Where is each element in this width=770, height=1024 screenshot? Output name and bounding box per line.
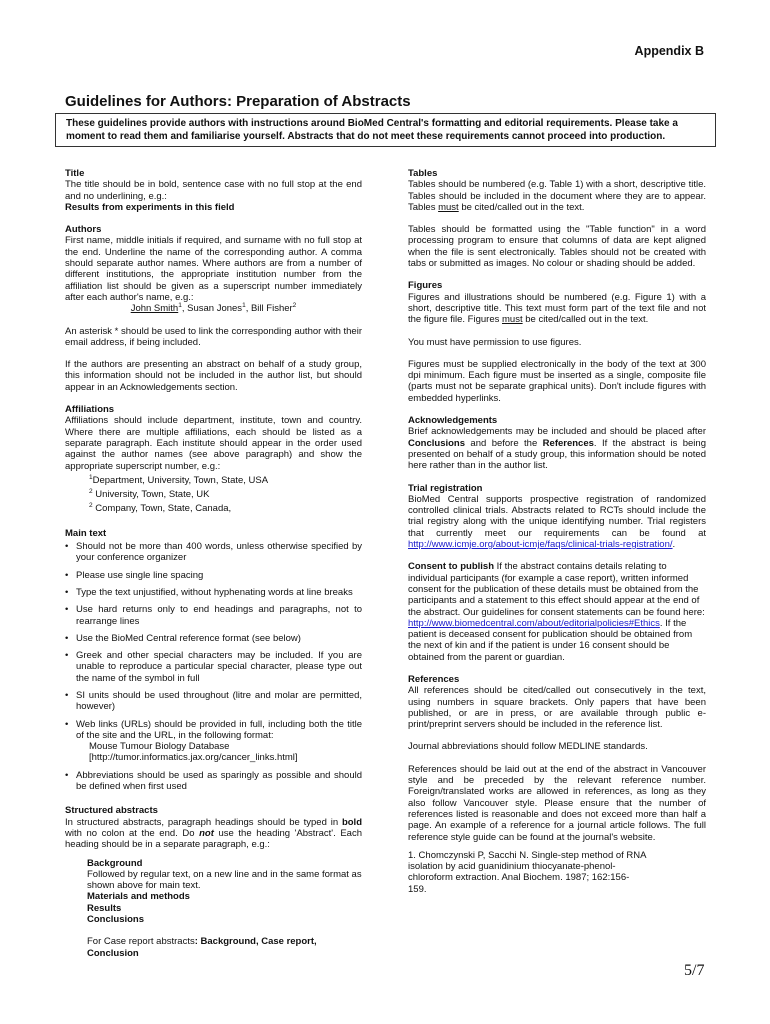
ethics-link[interactable]: http://www.biomedcentral.com/about/editorialpolicies#Ethics bbox=[408, 617, 660, 629]
tables-format-paragraph: Tables should be formatted using the "Table function" in a word processing program to ensure that columns of data are kept aligned when the file is sent electronically. Tables should not be created with tabs or submitted as images. No colour or shading should be added. bbox=[408, 224, 706, 270]
affiliations-paragraph: Affiliations should include department, institute, town and country. Where there are multiple affiliations, each should be listed as a separate paragraph. Each institute should appear in the order used against the author names (see above paragraph) and show the appropriate superscript number, e.g.: bbox=[65, 415, 362, 472]
study-group-paragraph: If the authors are presenting an abstract on behalf of a study group, this information should not be included in the author list, but should appear in an Acknowledgements section. bbox=[65, 359, 362, 393]
tables-heading: Tables bbox=[408, 168, 438, 179]
figures-paragraph: Figures and illustrations should be numbered (e.g. Figure 1) with a short, descriptive title. This text must form part of the text file and not the figure file. Figures must be cited/called out in the text. bbox=[408, 291, 706, 326]
weblink-example: Mouse Tumour Biology Database [http://tumor.informatics.jax.org/cancer_links.html] bbox=[89, 741, 298, 764]
figures-heading: Figures bbox=[408, 280, 443, 292]
conclusions-heading: Conclusions bbox=[87, 914, 145, 926]
list-item: • Greek and other special characters may be included. If you are unable to reproduce a particular special character, please type out the name of the symbol in full bbox=[65, 650, 362, 684]
medline-paragraph: Journal abbreviations should follow MEDLINE standards. bbox=[408, 741, 648, 753]
vancouver-paragraph: References should be laid out at the end of the abstract in Vancouver style and be preceded by the relevant reference number. Foreign/translated works are allowed in references, as long as they also follow Vancouver style. Please ensure that the number of references listed is reasonable and does not exceed more than half a page. An example of a reference for a journal article follows. The full reference style guide can be found at the journal's website. bbox=[408, 763, 706, 843]
list-item: • Should not be more than 400 words, unless otherwise specified by your conference organizer bbox=[65, 541, 362, 564]
trial-paragraph: BioMed Central supports prospective registration of randomized controlled clinical trials. Abstracts related to RCTs should include the trial registry along with the unique identifying number. Trial registers that currently meet our requirements can be found at http://www.icmje.org/about-icmje/faqs/clinical-trials-registration/. bbox=[408, 493, 706, 551]
methods-heading: Materials and methods bbox=[87, 891, 190, 903]
list-item: • Use hard returns only to end headings and paragraphs, not to rearrange lines bbox=[65, 604, 362, 627]
title-example: Results from experiments in this field bbox=[65, 201, 235, 213]
trial-heading: Trial registration bbox=[408, 482, 483, 494]
affiliation-item: $^1$Department, University, Town, State, USA bbox=[89, 473, 269, 486]
affiliation-item: $^2$ University, Town, State, UK bbox=[89, 487, 210, 501]
structured-paragraph: In structured abstracts, paragraph headings should be typed in bold with no colon at the end. Do not use the heading 'Abstract'. Each heading should be in a separate paragraph, e.g.: bbox=[65, 816, 363, 851]
acknowledgements-paragraph: Brief acknowledgements may be included and should be placed after Conclusions and before the References. If the abstract is being presented on behalf of a study group, this information should be noted here rather than in the author list. bbox=[408, 426, 706, 472]
reference-example: 1. Chomczynski P, Sacchi N. Single-step method of RNA isolation by acid guanidinium thiocyanate-phenol-chloroform extraction. Anal Biochem. 1987; 162:156-159. bbox=[408, 849, 646, 895]
tables-paragraph: Tables should be numbered (e.g. Table 1) with a short, descriptive title. Tables should be included in the document where they are to appear. Tables must be cited/called out in the text. bbox=[408, 179, 706, 213]
list-item: • Web links (URLs) should be provided in full, including both the title of the site and the URL, in the following format: bbox=[65, 719, 362, 742]
structured-heading: Structured abstracts bbox=[65, 805, 158, 817]
references-paragraph: All references should be cited/called out consecutively in the text, using numbers in square brackets. Only papers that have been published, or are in press, or are available through public e-print/preprint servers should be included in the reference list. bbox=[408, 685, 706, 731]
right-column bbox=[408, 168, 706, 895]
title-heading: Title bbox=[65, 168, 85, 179]
authors-paragraph: First name, middle initials if required, and surname with no full stop at the end. Underline the name of the corresponding author. A comma should separate author names. Where authors are from a number of different institutions, the appropriate institution number from the affiliation list should be given as a superscript number immediately after each author's name, e.g.: bbox=[65, 235, 362, 303]
main-text-list bbox=[65, 541, 362, 792]
results-heading: Results bbox=[87, 902, 122, 914]
main-text-heading: Main text bbox=[65, 527, 107, 539]
appendix-label: Appendix B bbox=[634, 44, 704, 58]
icmje-link[interactable]: http://www.icmje.org/about-icmje/faqs/clinical-trials-registration/ bbox=[408, 539, 673, 551]
authors-example: John Smith$^1$, Susan Jones$^1$, Bill Fisher$^2$ bbox=[130, 302, 297, 315]
acknowledgements-heading: Acknowledgements bbox=[408, 415, 498, 427]
references-heading: References bbox=[408, 673, 460, 685]
title-paragraph: The title should be in bold, sentence case with no full stop at the end and no underlining, e.g.: bbox=[65, 179, 362, 202]
left-column bbox=[65, 168, 362, 959]
figures-supply-paragraph: Figures must be supplied electronically in the body of the text at 300 dpi minimum. Each figure must be inserted as a single, composite file (parts must not be separate graphical units). Don't include figures with embedded hyperlinks. bbox=[408, 358, 706, 404]
list-item: • Type the text unjustified, without hyphenating words at line breaks bbox=[65, 587, 362, 598]
list-item: • Abbreviations should be used as sparingly as possible and should be defined when first used bbox=[65, 770, 362, 793]
affiliation-list bbox=[65, 475, 362, 515]
background-paragraph: Followed by regular text, on a new line and in the same format as shown above for main text. bbox=[87, 868, 362, 892]
list-item: • SI units should be used throughout (litre and molar are permitted, however) bbox=[65, 690, 362, 713]
affiliation-item: $^2$ Company, Town, State, Canada, bbox=[89, 502, 232, 515]
authors-heading: Authors bbox=[65, 224, 102, 236]
affiliations-heading: Affiliations bbox=[65, 404, 115, 416]
list-item: • Use the BioMed Central reference format (see below) bbox=[65, 633, 362, 644]
figures-permission: You must have permission to use figures. bbox=[408, 336, 582, 348]
page-number: 5/7 bbox=[684, 962, 705, 979]
page-title: Guidelines for Authors: Preparation of Abstracts bbox=[65, 93, 411, 110]
intro-box: These guidelines provide authors with instructions around BioMed Central's formatting and editorial requirements. Please take a moment to read them and familiarise yourself. Abstracts that do not meet these requirements cannot proceed into production. bbox=[55, 113, 716, 147]
case-report-paragraph: For Case report abstracts: Background, Case report, Conclusion bbox=[87, 936, 317, 959]
background-heading: Background bbox=[87, 857, 143, 869]
consent-paragraph: Consent to publish If the abstract contains details relating to individual participants (for example a case report), written informed consent for the publication of these details must be obtained from the participants and a statement to this effect should appear at the end of the abstract. Our guidelines for consent statements can be found here: http://www.biomedcentral.com/about/editorialpolicies#Ethics. If the patient is deceased consent for publication should be obtained from the next of kin and if the patient is under 16 consent should be obtained from the parent or guardian. bbox=[408, 561, 705, 663]
asterisk-paragraph: An asterisk * should be used to link the corresponding author with their email address, if being included. bbox=[65, 325, 362, 348]
list-item: • Please use single line spacing bbox=[65, 570, 362, 581]
